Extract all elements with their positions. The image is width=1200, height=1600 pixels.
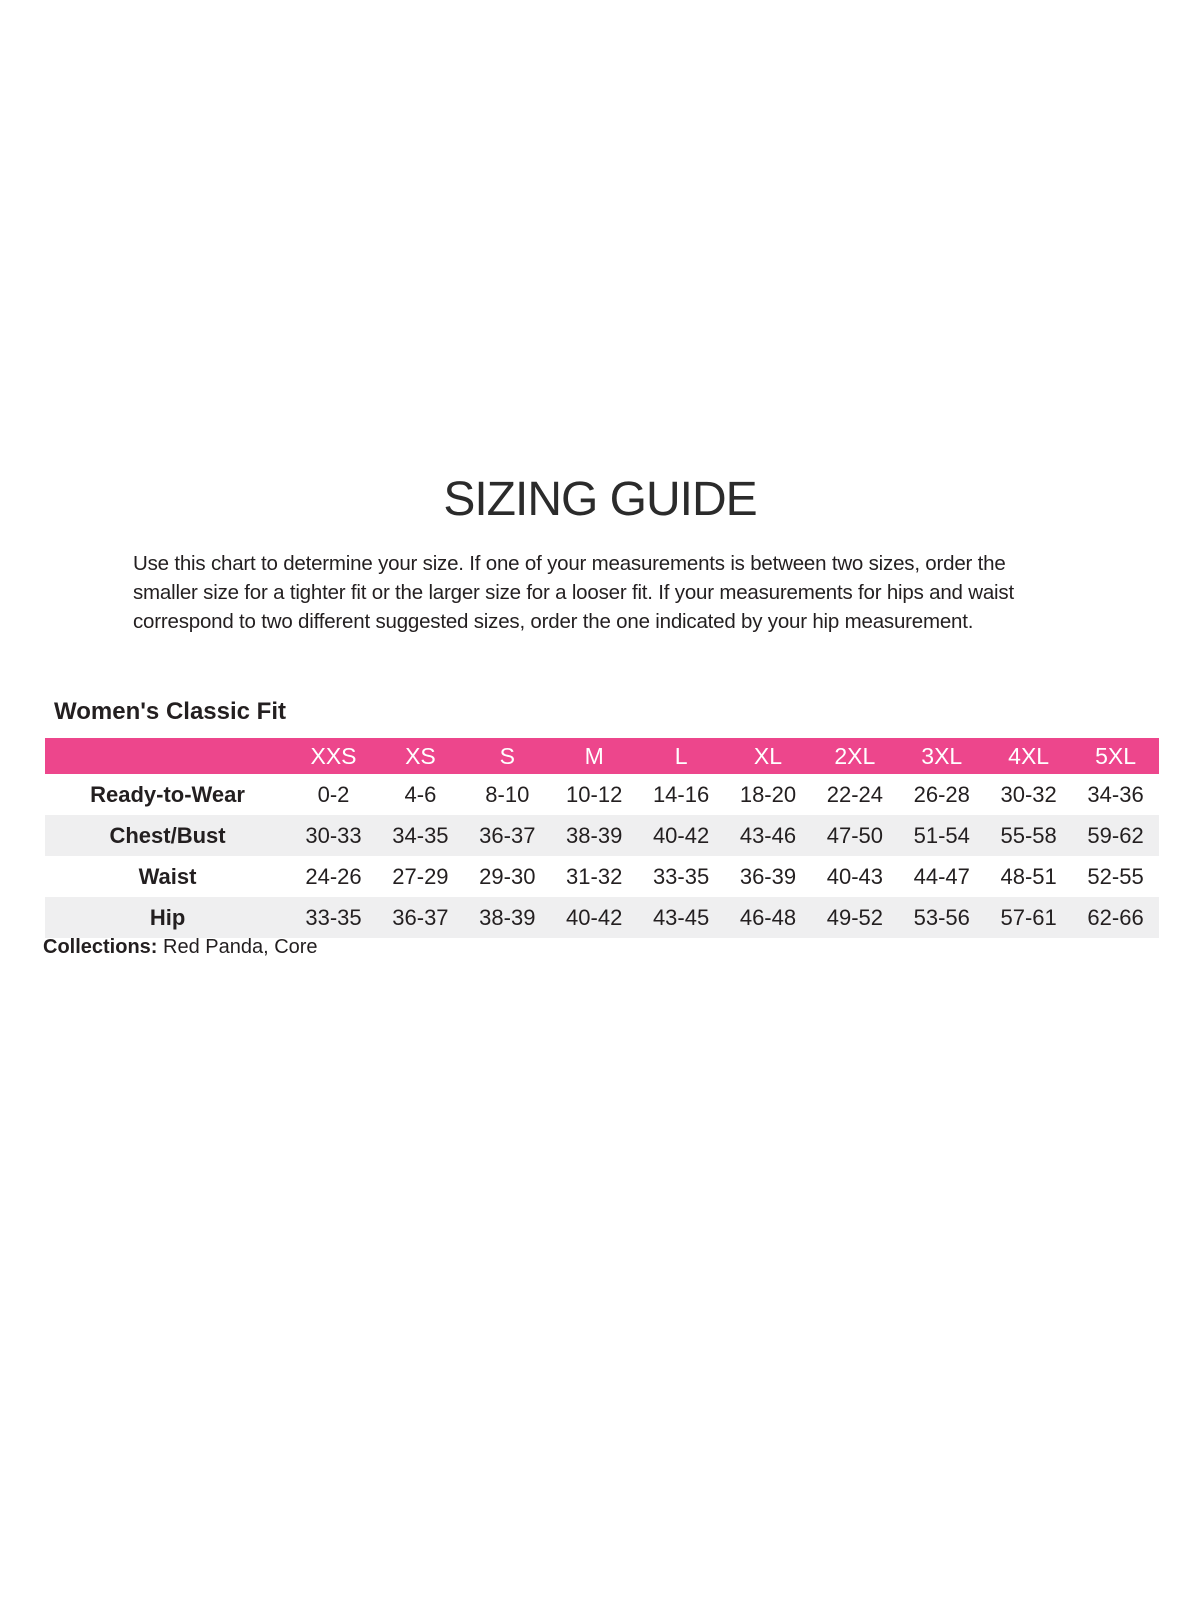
size-cell: 43-45 [652,904,710,930]
table-row-ready-to-wear [45,774,1159,815]
size-cell: 22-24 [826,781,883,807]
intro-paragraph: Use this chart to determine your size. If one of your measurements is between two sizes, order the smaller size for a tighter fit or the larger size for a looser fit. If your measurements for hips and waist correspond to two different suggested sizes, order the one indicated by your hip measurement. [133,552,1014,633]
size-cell: 34-35 [392,822,449,848]
collections-value: Red Panda, Core [157,936,318,958]
size-cell: 14-16 [652,781,710,807]
size-cell: 38-39 [479,904,536,930]
size-cell: 27-29 [392,863,449,889]
size-chart-table [45,738,1159,938]
page-title: SIZING GUIDE [443,473,757,526]
table-row-hip [45,897,1159,938]
size-chart-corner-cell [45,738,290,774]
size-cell: 38-39 [566,822,623,848]
size-col-header-xl: XL [725,738,812,774]
collections-label: Collections: [43,936,158,958]
table-row-chest-bust [45,815,1159,856]
size-col-header-xxs: XXS [290,738,377,774]
size-cell: 33-35 [652,863,710,889]
size-cell: 40-42 [566,904,623,930]
size-cell: 26-28 [913,781,970,807]
row-label: Hip [149,904,186,930]
size-col-header-5xl: 5XL [1072,738,1159,774]
size-col-header-4xl: 4XL [985,738,1072,774]
size-cell: 8-10 [485,781,530,807]
size-cell: 51-54 [913,822,970,848]
size-cell: 47-50 [826,822,883,848]
size-cell: 44-47 [913,863,970,889]
size-cell: 49-52 [826,904,883,930]
size-cell: 53-56 [913,904,970,930]
table-row-waist [45,856,1159,897]
size-cell: 10-12 [566,781,623,807]
size-cell: 40-43 [826,863,883,889]
size-cell: 4-6 [404,781,437,807]
row-label: Chest/Bust [109,822,226,848]
size-chart-header-row [45,738,1159,774]
size-cell: 34-36 [1087,781,1144,807]
size-col-header-xs: XS [377,738,464,774]
size-cell: 29-30 [479,863,536,889]
size-cell: 18-20 [739,781,797,807]
size-cell: 33-35 [305,904,362,930]
size-cell: 36-37 [392,904,449,930]
size-col-header-3xl: 3XL [898,738,985,774]
size-cell: 30-32 [1000,781,1057,807]
size-cell: 40-42 [652,822,710,848]
size-col-header-s: S [464,738,551,774]
size-cell: 43-46 [739,822,797,848]
size-cell: 0-2 [317,781,350,807]
size-cell: 48-51 [1000,863,1057,889]
size-cell: 62-66 [1087,904,1144,930]
size-col-header-m: M [551,738,638,774]
row-label: Waist [138,863,197,889]
size-cell: 59-62 [1087,822,1144,848]
section-heading-womens-classic-fit: Women's Classic Fit [54,698,286,725]
size-cell: 36-39 [739,863,797,889]
size-cell: 46-48 [739,904,797,930]
size-cell: 52-55 [1087,863,1144,889]
collections-line [43,936,318,959]
size-cell: 31-32 [566,863,623,889]
size-cell: 55-58 [1000,822,1057,848]
size-cell: 36-37 [479,822,536,848]
size-cell: 30-33 [305,822,362,848]
row-label: Ready-to-Wear [90,781,245,807]
size-col-header-2xl: 2XL [811,738,898,774]
size-cell: 24-26 [305,863,362,889]
size-cell: 57-61 [1000,904,1057,930]
size-col-header-l: L [638,738,725,774]
